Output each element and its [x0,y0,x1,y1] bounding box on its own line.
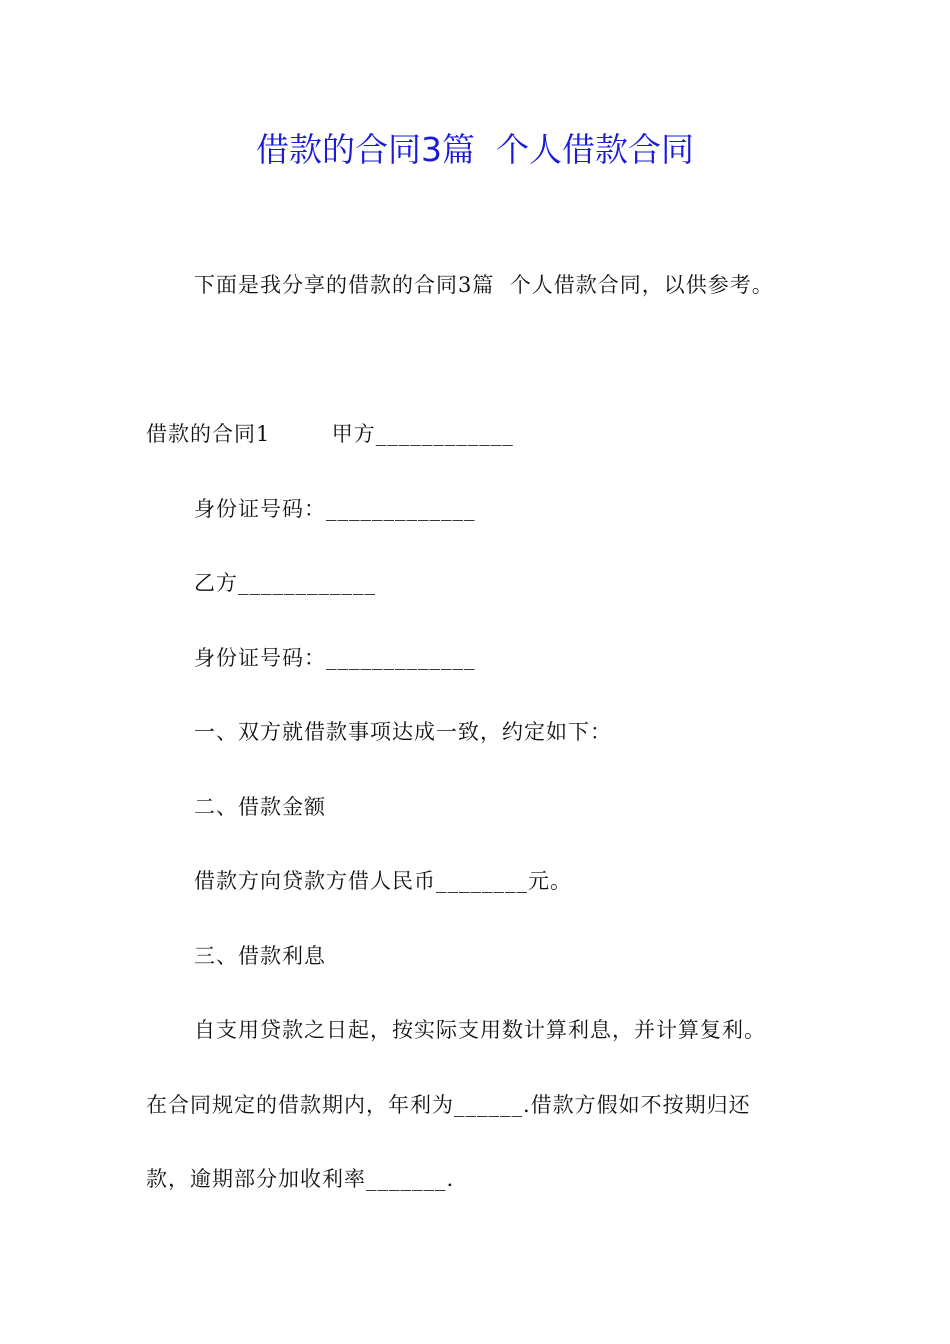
intro-paragraph: 下面是我分享的借款的合同3篇 个人借款合同，以供参考。 [194,273,774,297]
clause-three-heading: 三、借款利息 [194,944,326,968]
party-b-id-number: 身份证号码：_____________ [194,646,476,670]
interest-text-line-2: 在合同规定的借款期内，年利为______.借款方假如不按期归还 [146,1093,751,1117]
contract-heading-party-a: 借款的合同1 甲方____________ [146,422,514,446]
clause-one: 一、双方就借款事项达成一致，约定如下： [194,720,612,744]
interest-text-line-3: 款，逾期部分加收利率_______. [146,1167,455,1191]
party-a-id-number: 身份证号码：_____________ [194,497,476,521]
party-b: 乙方____________ [194,571,376,595]
document-title: 借款的合同3篇 个人借款合同 [256,130,694,169]
clause-two-heading: 二、借款金额 [194,795,326,819]
loan-amount-text: 借款方向贷款方借人民币________元。 [194,869,572,893]
interest-text-line-1: 自支用贷款之日起，按实际支用数计算利息，并计算复利。 [194,1018,766,1042]
